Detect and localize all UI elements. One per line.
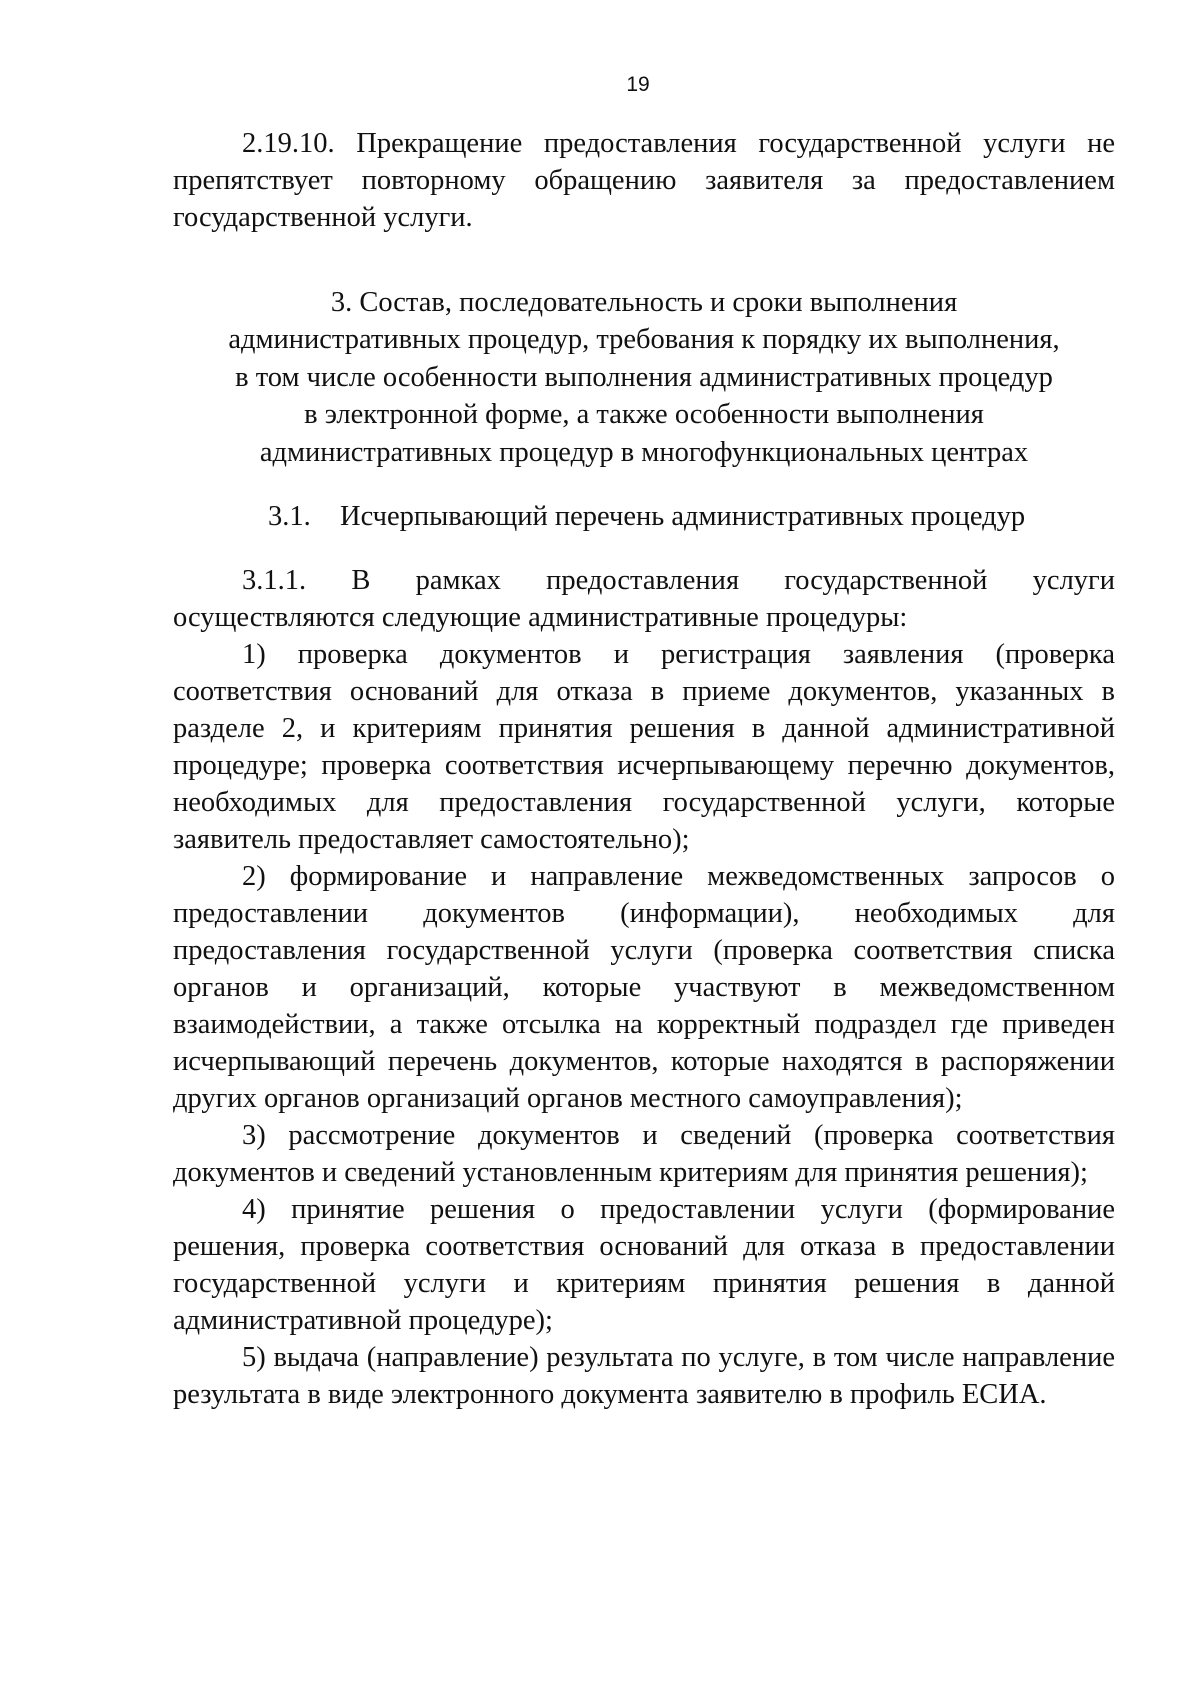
procedures-list [173, 562, 1115, 1413]
section-3-heading-line: 3. Состав, последовательность и сроки выполнения [330, 287, 958, 318]
section-3-heading-line: в том числе особенности выполнения административных процедур [235, 361, 1053, 393]
list-item-procedure-1: 1) проверка документов и регистрация заявления (проверка соответствия оснований для отказа в приеме документов, указанных в разделе 2, и критериям принятия решения в данной административной процедуре; проверка соответствия исчерпывающему перечню документов, необходимых для предоставления государственной услуги, которые заявитель предоставляет самостоятельно); [173, 639, 1115, 855]
list-item-procedure-5: 5) выдача (направление) результата по услуге, в том числе направление результата в виде электронного документа заявителю в профиль ЕСИА. [173, 1342, 1115, 1410]
list-item-procedure-3: 3) рассмотрение документов и сведений (проверка соответствия документов и сведений установленным критериям для принятия решения); [173, 1120, 1115, 1188]
section-3-heading-line: в электронной форме, а также особенности выполнения [304, 399, 984, 431]
section-3-1-number: 3.1. [268, 501, 311, 532]
section-3-heading-line: административных процедур в многофункциональных центрах [259, 436, 1029, 468]
section-3-heading [173, 284, 1115, 471]
paragraph-3-1-1: 3.1.1. В рамках предоставления государственной услуги осуществляются следующие административные процедуры: [173, 565, 1115, 633]
paragraph-2-19-10-block [173, 125, 1115, 236]
section-3-heading-line: административных процедур, требования к порядку их выполнения, [228, 324, 1060, 356]
paragraph-2-19-10: 2.19.10. Прекращение предоставления государственной услуги не препятствует повторному обращению заявителя за предоставлением государственной услуги. [173, 128, 1115, 233]
section-3-1-title: Исчерпывающий перечень административных процедур [340, 501, 1026, 532]
list-item-procedure-4: 4) принятие решения о предоставлении услуги (формирование решения, проверка соответствия оснований для отказа в предоставлении государственной услуги и критериям принятия решения в данной административной процедуре); [173, 1194, 1115, 1336]
page-number: 19 [626, 73, 650, 96]
list-item-procedure-2: 2) формирование и направление межведомственных запросов о предоставлении документов (информации), необходимых для предоставления государственной услуги (проверка соответствия списка органов и организаций, которые участвуют в межведомственном взаимодействии, а также отсылка на корректный подраздел где приведен исчерпывающий перечень документов, которые находятся в распоряжении других органов организаций органов местного самоуправления); [173, 861, 1115, 1114]
section-3-1-heading [268, 498, 1025, 535]
